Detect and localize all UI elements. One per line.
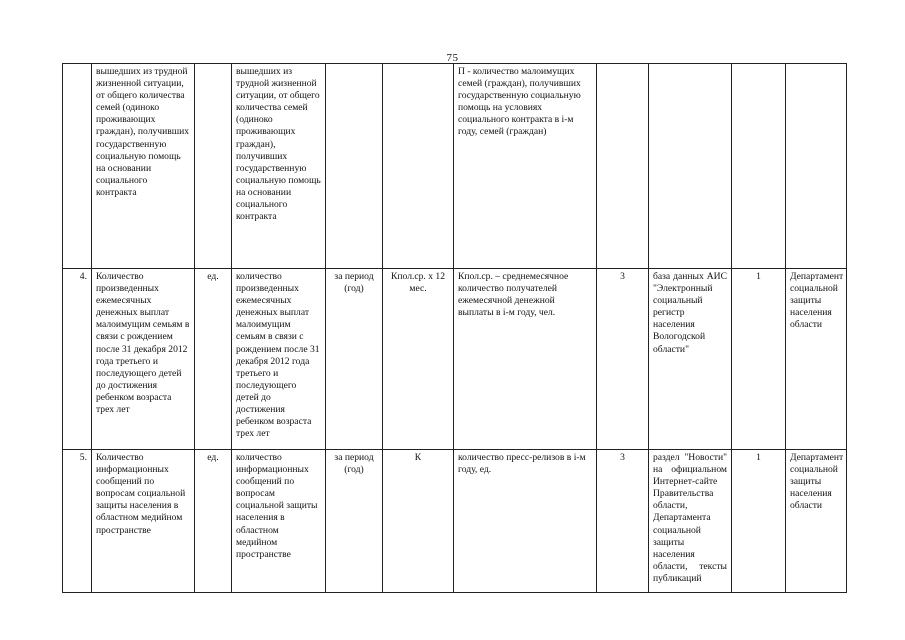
unit: ед. [195,450,232,593]
indicator-name: Количество информационных сообщений по вопросам социальной защиты населения в областном медийном пространстве [92,450,195,593]
responsible: Департамент социальной защиты населения области [786,450,847,593]
time-period: за период (год) [326,269,383,450]
indicator-definition: количество произведенных ежемесячных денежных выплат малоимущим семьям в связи с рождением после 31 декабря 2012 года третьего и последующего детей до достижения ребенком возраста трех лет [232,269,326,450]
table-row [63,64,847,269]
indicator-definition: вышедших из трудной жизненной ситуации, от общего количества семей (одиноко проживающих граждан), получивших государственную социальную помощь на основании социального контракта [232,64,326,269]
formula-indicators: количество пресс-релизов в i-м году, ед. [454,450,597,593]
collection-method: 3 [597,450,649,593]
row-number [63,64,92,269]
data-source: база данных АИС "Электронный социальный регистр населения Вологодской области" [649,269,732,450]
row-number: 4. [63,269,92,450]
unit: ед. [195,269,232,450]
table-row [63,450,847,593]
responsible [786,64,847,269]
column-10: 1 [732,450,786,593]
indicator-definition: количество информационных сообщений по вопросам социальной защиты населения в областном медийном пространстве [232,450,326,593]
row-number: 5. [63,450,92,593]
unit [195,64,232,269]
responsible: Департамент социальной защиты населения области [786,269,847,450]
formula-indicators: П - количество малоимущих семей (граждан), получивших государственную социальную помощь на условиях социального контракта в i-м году, семей (граждан) [454,64,597,269]
column-10 [732,64,786,269]
formula: Кпол.ср. x 12 мес. [383,269,454,450]
time-period [326,64,383,269]
formula: К [383,450,454,593]
table-row [63,269,847,450]
formula [383,64,454,269]
data-source: раздел "Новости" на официальном Интернет-сайте Правительства области, Департамента социальной защиты населения области, тексты публикаций [649,450,732,593]
collection-method [597,64,649,269]
indicator-name: вышедших из трудной жизненной ситуации, от общего количества семей (одиноко проживающих граждан), получивших государственную социальную помощь на основании социального контракта [92,64,195,269]
column-10: 1 [732,269,786,450]
time-period: за период (год) [326,450,383,593]
indicators-table [62,63,847,593]
collection-method: 3 [597,269,649,450]
indicator-name: Количество произведенных ежемесячных денежных выплат малоимущим семьям в связи с рождением после 31 декабря 2012 года третьего и последующего детей до достижения ребенком возраста трех лет [92,269,195,450]
formula-indicators: Кпол.ср. – среднемесячное количество получателей ежемесячной денежной выплаты в i-м году, чел. [454,269,597,450]
data-source [649,64,732,269]
page-number: 75 [446,52,459,64]
